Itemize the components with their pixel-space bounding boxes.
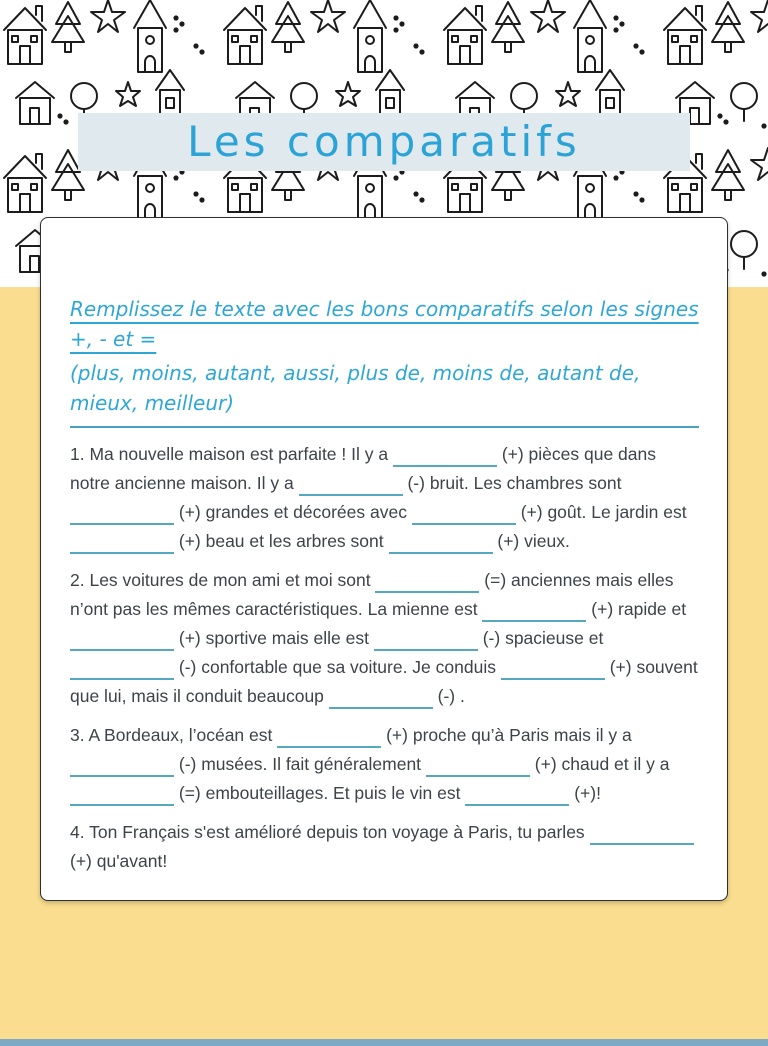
answer-blank[interactable]: [329, 707, 433, 709]
exercise-paragraph: 2. Les voitures de mon ami et moi sont (=) anciennes mais elles n’ont pas les mêmes caractéristiques. La mienne est (+) rapide et (+) sportive mais elle est (-) spacieuse et (-) confortable que sa voiture. Je conduis (+) souvent que lui, mais il conduit beaucoup (-) .: [70, 566, 699, 711]
exercise-paragraph: 4. Ton Français s'est amélioré depuis ton voyage à Paris, tu parles (+) qu'avant!: [70, 818, 699, 876]
exercise-paragraph: 1. Ma nouvelle maison est parfaite ! Il y a (+) pièces que dans notre ancienne maison. Il y a (-) bruit. Les chambres sont (+) grandes et décorées avec (+) goût. Le jardin est (+) beau et les arbres sont (+) vieux.: [70, 440, 699, 556]
answer-blank[interactable]: [70, 804, 174, 806]
title-banner: [78, 113, 690, 171]
answer-blank[interactable]: [465, 804, 569, 806]
answer-blank[interactable]: [374, 649, 478, 651]
footer-bar: [0, 1039, 768, 1046]
answer-blank[interactable]: [70, 649, 174, 651]
answer-blank[interactable]: [299, 494, 403, 496]
paragraphs: [70, 440, 699, 876]
answer-blank[interactable]: [412, 523, 516, 525]
answer-blank[interactable]: [389, 552, 493, 554]
answer-blank[interactable]: [501, 678, 605, 680]
answer-blank[interactable]: [426, 775, 530, 777]
instructions-text: Remplissez le texte avec les bons comparatifs selon les signes +, - et =: [70, 297, 699, 351]
answer-blank[interactable]: [393, 465, 497, 467]
worksheet-card: [40, 217, 728, 901]
answer-blank[interactable]: [70, 678, 174, 680]
answer-blank[interactable]: [70, 775, 174, 777]
word-bank-text: (plus, moins, autant, aussi, plus de, moins de, autant de, mieux, meilleur): [70, 361, 641, 415]
section-divider: [70, 426, 699, 428]
page-title: Les comparatifs: [187, 117, 581, 166]
exercise-paragraph: 3. A Bordeaux, l’océan est (+) proche qu’à Paris mais il y a (-) musées. Il fait généralement (+) chaud et il y a (=) embouteillages. Et puis le vin est (+)!: [70, 721, 699, 808]
answer-blank[interactable]: [375, 591, 479, 593]
answer-blank[interactable]: [590, 843, 694, 845]
answer-blank[interactable]: [277, 746, 381, 748]
answer-blank[interactable]: [70, 523, 174, 525]
answer-blank[interactable]: [482, 620, 586, 622]
answer-blank[interactable]: [70, 552, 174, 554]
